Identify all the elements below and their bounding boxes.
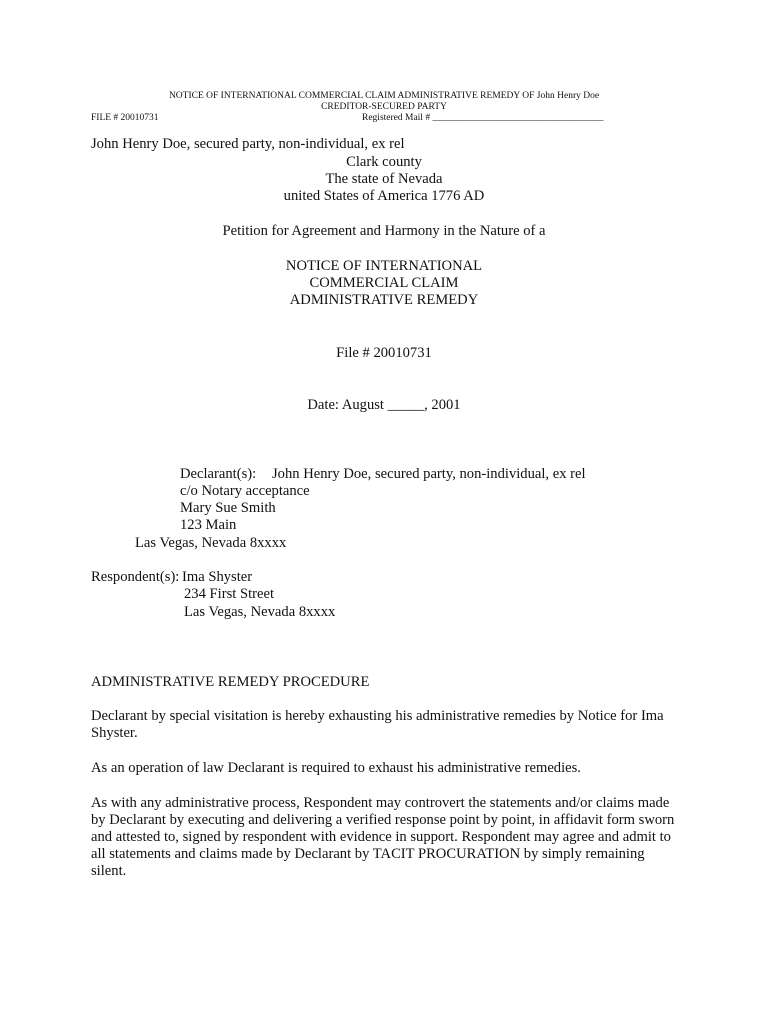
caption-country: united States of America 1776 AD [283, 188, 485, 204]
header-subtitle-line: CREDITOR-SECURED PARTY [321, 102, 447, 112]
petition-line: Petition for Agreement and Harmony in the Nature of a [222, 223, 546, 239]
section-heading: ADMINISTRATIVE REMEDY PROCEDURE [91, 674, 370, 690]
date-line: Date: August _____, 2001 [307, 397, 461, 413]
paragraph-operation-of-law: As an operation of law Declarant is required to exhaust his administrative remedies. [91, 760, 581, 776]
header-file-number: FILE # 20010731 [91, 113, 159, 123]
declarant-label: Declarant(s): [180, 466, 257, 482]
document-title-line-2: COMMERCIAL CLAIM [309, 275, 459, 291]
caption-county: Clark county [346, 154, 422, 170]
paragraph-controvert: As with any administrative process, Respondent may controvert the statements and/or claims made by Declarant by executing and delivering a verified response point by point, in affidavit form sworn and attested to, signed by respondent with evidence in support. Respondent may agree and admit to all statements and claims made by Declarant by TACIT PROCURATION by simply remaining silent. [91, 795, 675, 879]
declarant-city: Las Vegas, Nevada 8xxxx [135, 535, 287, 551]
header-title-line: NOTICE OF INTERNATIONAL COMMERCIAL CLAIM ADMINISTRATIVE REMEDY OF John Henry Doe [168, 91, 600, 101]
document-title-line-3: ADMINISTRATIVE REMEDY [289, 292, 479, 308]
declarant-notary-name: Mary Sue Smith [180, 500, 276, 516]
respondent-name: Ima Shyster [182, 569, 253, 585]
declarant-street: 123 Main [180, 517, 237, 533]
document-title-line-1: NOTICE OF INTERNATIONAL [285, 258, 483, 274]
file-number: File # 20010731 [336, 345, 432, 361]
declarant-care-of: c/o Notary acceptance [180, 483, 310, 499]
caption-state: The state of Nevada [325, 171, 443, 187]
paragraph-notice: Declarant by special visitation is hereby exhausting his administrative remedies by Notice for Ima Shyster. [91, 708, 664, 741]
respondent-street: 234 First Street [184, 586, 274, 602]
respondent-city: Las Vegas, Nevada 8xxxx [184, 604, 336, 620]
respondent-label: Respondent(s): [91, 569, 180, 585]
declarant-name: John Henry Doe, secured party, non-individual, ex rel [272, 466, 586, 482]
caption-party: John Henry Doe, secured party, non-individual, ex rel [91, 136, 405, 152]
header-registered-mail: Registered Mail # ____________________________________ [362, 113, 604, 123]
